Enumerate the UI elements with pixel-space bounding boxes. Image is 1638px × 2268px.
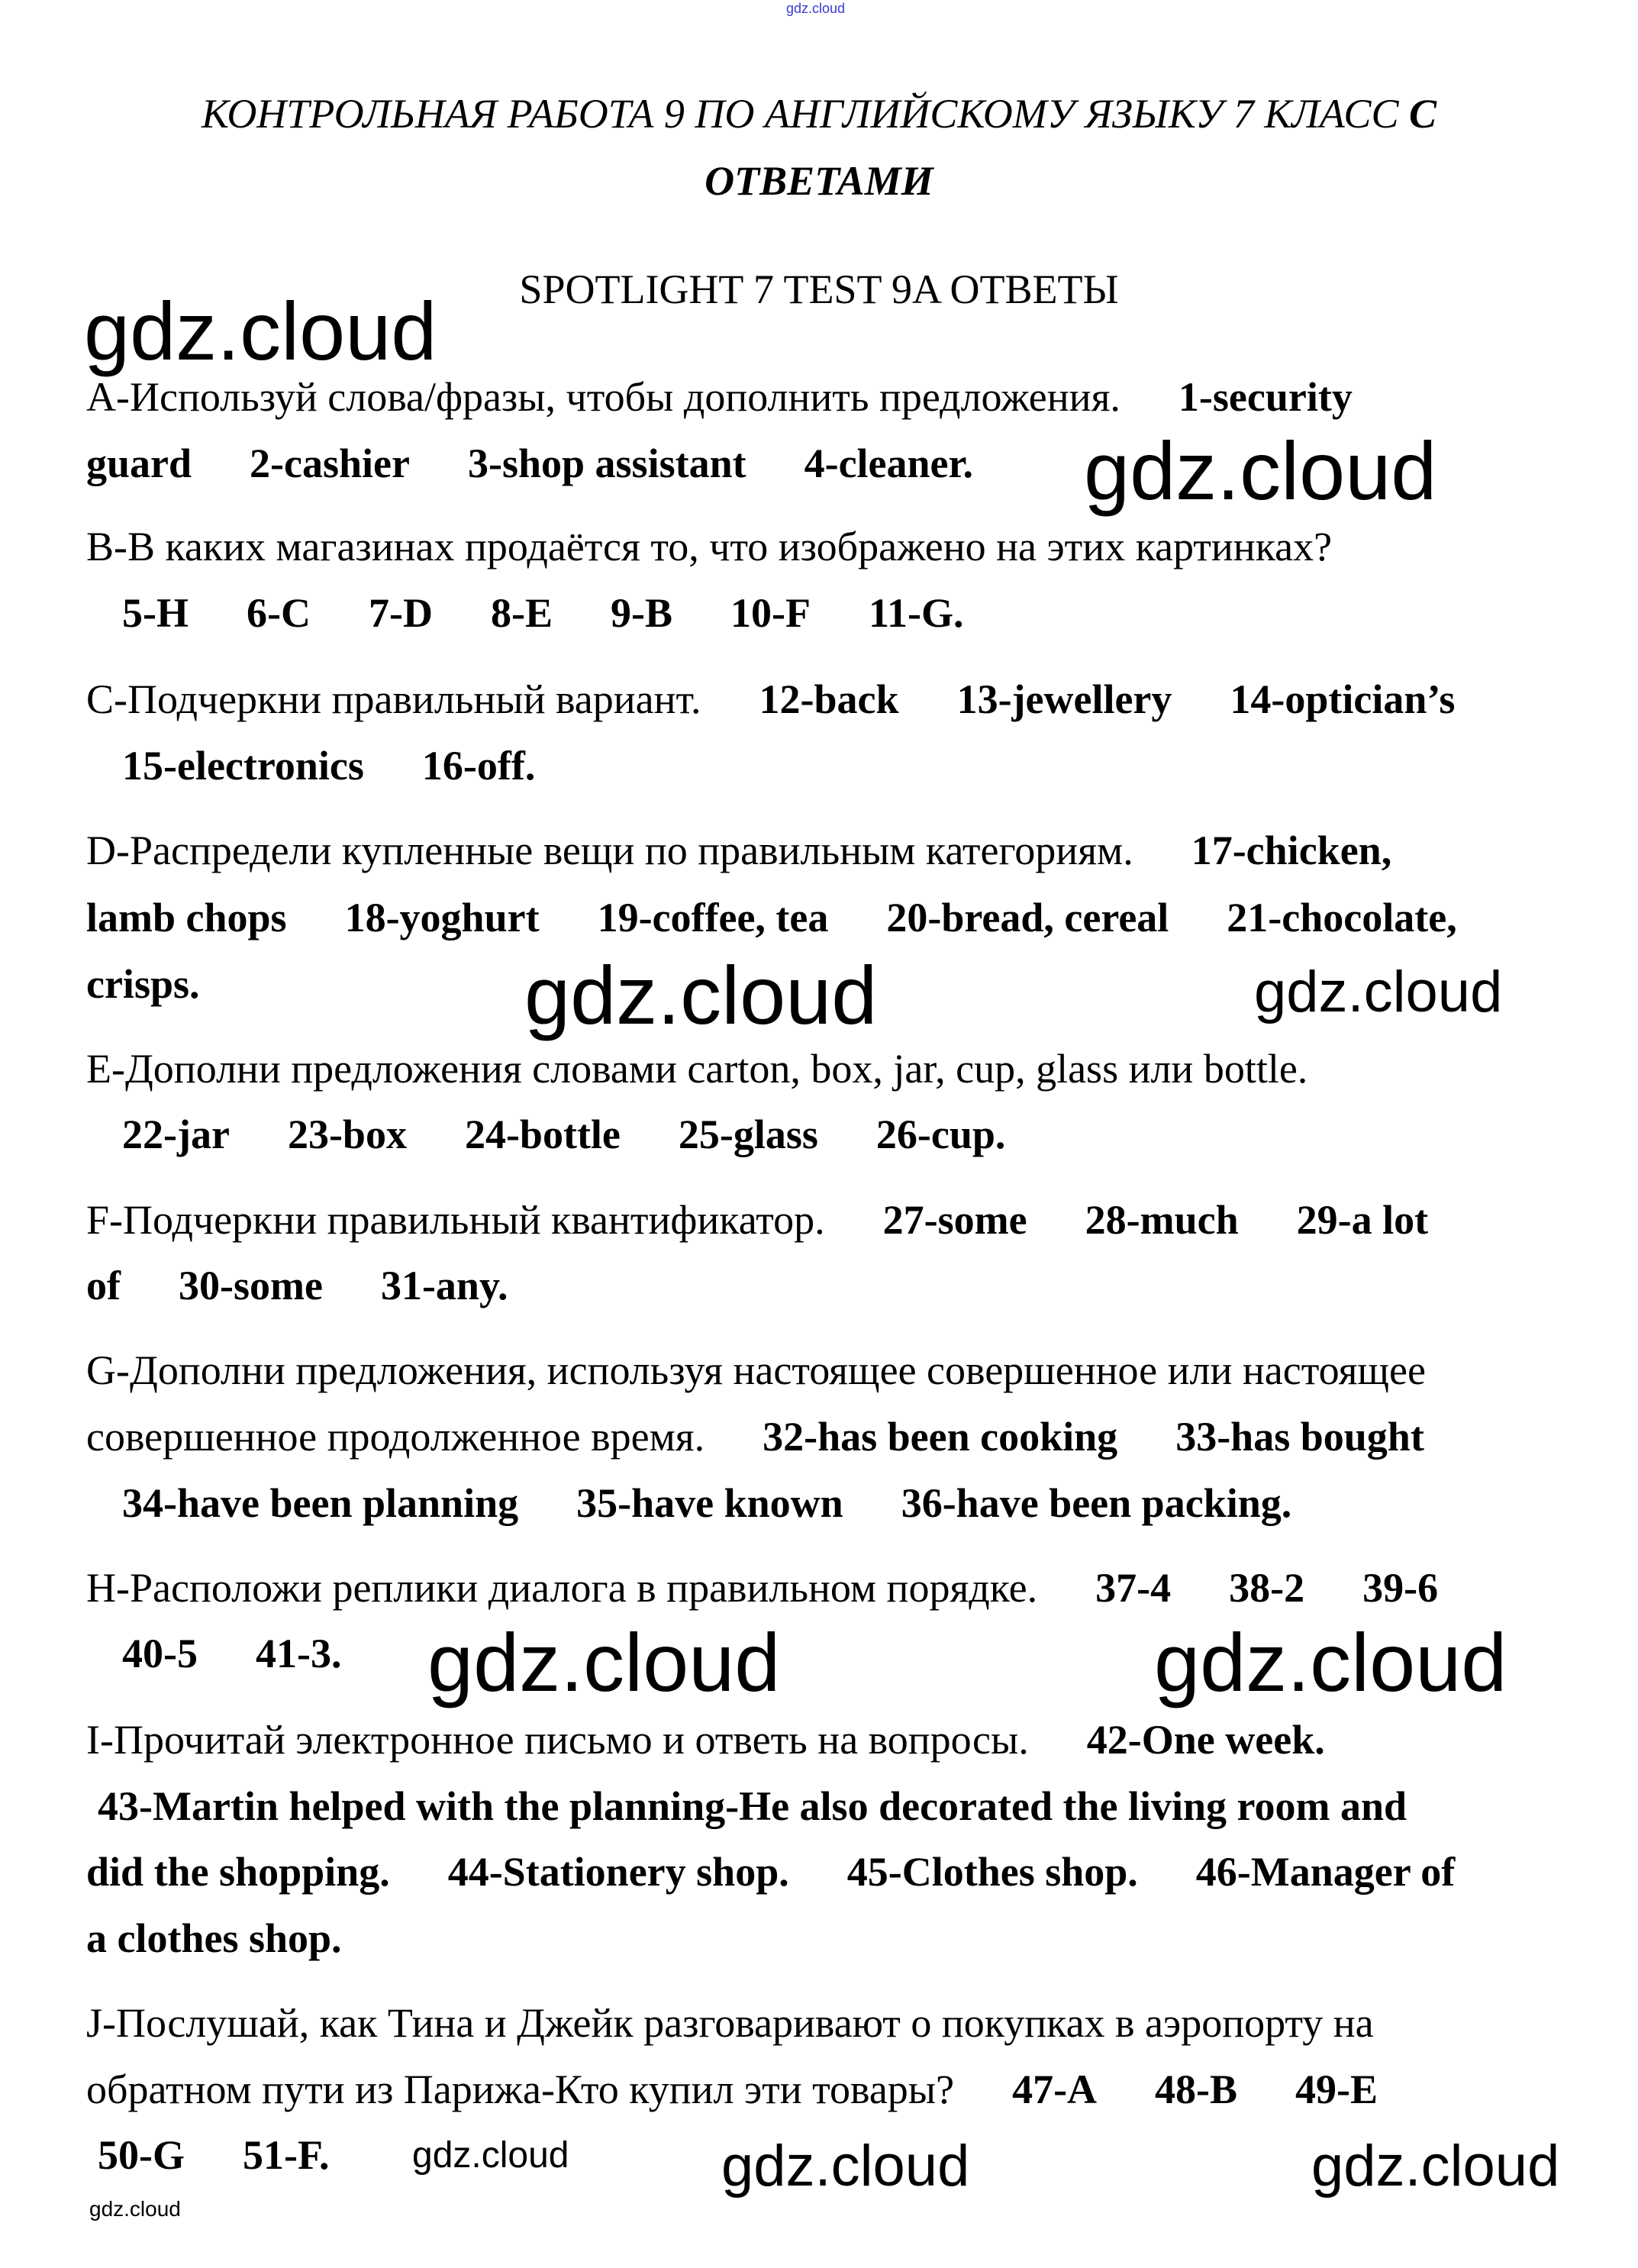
answer: 1-security xyxy=(1178,374,1353,420)
task-prompt: C-Подчеркни правильный вариант. xyxy=(86,676,701,722)
answer: guard xyxy=(86,440,192,486)
text-line xyxy=(86,1414,1424,1460)
watermark: gdz.cloud xyxy=(427,1616,781,1708)
text-line xyxy=(86,1347,1426,1393)
answer: 4-cleaner. xyxy=(804,440,974,486)
answer: 35-have known xyxy=(576,1480,843,1526)
watermark: gdz.cloud xyxy=(1084,424,1437,517)
title-text-bold: С xyxy=(1408,91,1436,137)
answer: 18-yoghurt xyxy=(344,895,540,940)
text-line xyxy=(98,2134,330,2176)
text-line xyxy=(86,1265,508,1306)
text-line xyxy=(86,897,1457,938)
answer: 21-chocolate, xyxy=(1227,895,1457,940)
text-line xyxy=(86,376,1353,418)
text-line xyxy=(86,2066,1378,2112)
answer: 27-some xyxy=(882,1197,1027,1243)
page-subtitle: SPOTLIGHT 7 TEST 9A ОТВЕТЫ xyxy=(519,266,1119,312)
text-line xyxy=(122,1111,1006,1157)
text-line xyxy=(86,2002,1374,2044)
text-line xyxy=(86,1849,1456,1895)
answer: 11-G. xyxy=(868,590,964,636)
answer: 12-back xyxy=(759,676,899,722)
answer: 42-One week. xyxy=(1086,1717,1325,1763)
text-line xyxy=(122,743,536,789)
answer: 6-C xyxy=(247,590,311,636)
text-line xyxy=(86,1046,1308,1092)
answer: 45-Clothes shop. xyxy=(846,1849,1138,1895)
answer: 19-coffee, tea xyxy=(597,895,829,940)
task-prompt: совершенное продолженное время. xyxy=(86,1414,705,1460)
task-prompt: A-Используй слова/фразы, чтобы дополнить предложения. xyxy=(86,374,1120,420)
task-prompt: B-В каких магазинах продаётся то, что изображено на этих картинках? xyxy=(86,524,1333,569)
task-prompt: E-Дополни предложения словами carton, box, jar, cup, glass или bottle. xyxy=(86,1046,1308,1092)
answer: 26-cup. xyxy=(875,1111,1006,1157)
answer: 22-jar xyxy=(122,1111,230,1157)
answer: 50-G xyxy=(98,2132,185,2178)
answer: 30-some xyxy=(178,1263,323,1308)
title-text: КОНТРОЛЬНАЯ РАБОТА 9 ПО АНГЛИЙСКОМУ ЯЗЫКУ 7 КЛАСС xyxy=(201,91,1399,137)
answer: 8-E xyxy=(490,590,553,636)
watermark: gdz.cloud xyxy=(1254,960,1503,1024)
watermark: gdz.cloud xyxy=(1311,2134,1560,2199)
text-line xyxy=(86,963,200,1005)
answer: 17-chicken, xyxy=(1191,828,1392,873)
text-line xyxy=(86,526,1332,567)
text-line xyxy=(122,1633,341,1674)
answer: 15-electronics xyxy=(122,743,364,789)
answer: 33-has bought xyxy=(1175,1414,1424,1460)
text-line xyxy=(86,1565,1439,1611)
answer: 32-has been cooking xyxy=(763,1414,1118,1460)
answer: 47-A xyxy=(1012,2066,1098,2112)
task-prompt: I-Прочитай электронное письмо и ответь на вопросы. xyxy=(86,1717,1029,1763)
answer: 10-F xyxy=(730,590,811,636)
text-line xyxy=(86,676,1456,722)
task-prompt: F-Подчеркни правильный квантификатор. xyxy=(86,1197,825,1243)
task-prompt: G-Дополни предложения, используя настоящее совершенное или настоящее xyxy=(86,1347,1426,1393)
watermark: gdz.cloud xyxy=(89,2197,181,2221)
task-prompt: H-Расположи реплики диалога в правильном порядке. xyxy=(86,1565,1038,1611)
answer: 38-2 xyxy=(1229,1565,1305,1611)
answer: 13-jewellery xyxy=(956,676,1172,722)
answer: 51-F. xyxy=(243,2132,330,2178)
watermark: gdz.cloud xyxy=(84,285,437,377)
answer: 41-3. xyxy=(255,1631,342,1676)
watermark: gdz.cloud xyxy=(524,949,878,1041)
answer: 29-a lot xyxy=(1296,1197,1429,1243)
page-title xyxy=(0,91,1638,137)
text-line xyxy=(86,440,974,486)
answer: 28-much xyxy=(1085,1197,1239,1243)
answer: of xyxy=(86,1263,121,1308)
text-line xyxy=(98,1783,1407,1829)
watermark: gdz.cloud xyxy=(412,2135,569,2176)
answer: 37-4 xyxy=(1095,1565,1172,1611)
task-prompt: обратном пути из Парижа-Кто купил эти товары? xyxy=(86,2066,955,2112)
answer: 3-shop assistant xyxy=(467,440,746,486)
task-prompt: J-Послушай, как Тина и Джейк разговаривают о покупках в аэропорту на xyxy=(86,2000,1374,2046)
watermark-top: gdz.cloud xyxy=(786,1,846,16)
answer: 31-any. xyxy=(380,1263,508,1308)
watermark: gdz.cloud xyxy=(721,2134,970,2199)
answer: 39-6 xyxy=(1362,1565,1439,1611)
answer: 16-off. xyxy=(421,743,536,789)
text-line xyxy=(86,1197,1429,1243)
answer: 46-Manager of xyxy=(1195,1849,1456,1895)
answer: 2-cashier xyxy=(250,440,410,486)
answer: 24-bottle xyxy=(464,1111,621,1157)
answer: 14-optician’s xyxy=(1230,676,1456,722)
answer: did the shopping. xyxy=(86,1849,390,1895)
answer: a clothes shop. xyxy=(86,1915,342,1961)
answer: 25-glass xyxy=(678,1111,818,1157)
text-line xyxy=(86,830,1391,871)
page-title-line2 xyxy=(0,160,1638,202)
answer: 48-B xyxy=(1155,2066,1238,2112)
answer: 40-5 xyxy=(122,1631,198,1676)
answer: crisps. xyxy=(86,961,200,1007)
text-line xyxy=(122,1482,1291,1524)
answer: 20-bread, cereal xyxy=(886,895,1169,940)
answer: 43-Martin helped with the planning-He also decorated the living room and xyxy=(98,1783,1407,1829)
answer: 44-Stationery shop. xyxy=(447,1849,789,1895)
watermark: gdz.cloud xyxy=(1154,1616,1507,1708)
answer: 5-H xyxy=(122,590,189,636)
text-line xyxy=(86,1915,342,1961)
title-line2-text: ОТВЕТАМИ xyxy=(705,158,933,204)
answer: 36-have been packing. xyxy=(901,1480,1292,1526)
text-line xyxy=(86,1717,1325,1763)
task-prompt: D-Распредели купленные вещи по правильным категориям. xyxy=(86,828,1133,873)
answer: 7-D xyxy=(368,590,433,636)
answer: 34-have been planning xyxy=(122,1480,519,1526)
text-line xyxy=(122,592,963,634)
answer: 23-box xyxy=(287,1111,407,1157)
answer: 9-B xyxy=(610,590,672,636)
answer: lamb chops xyxy=(86,895,287,940)
answer: 49-E xyxy=(1295,2066,1378,2112)
